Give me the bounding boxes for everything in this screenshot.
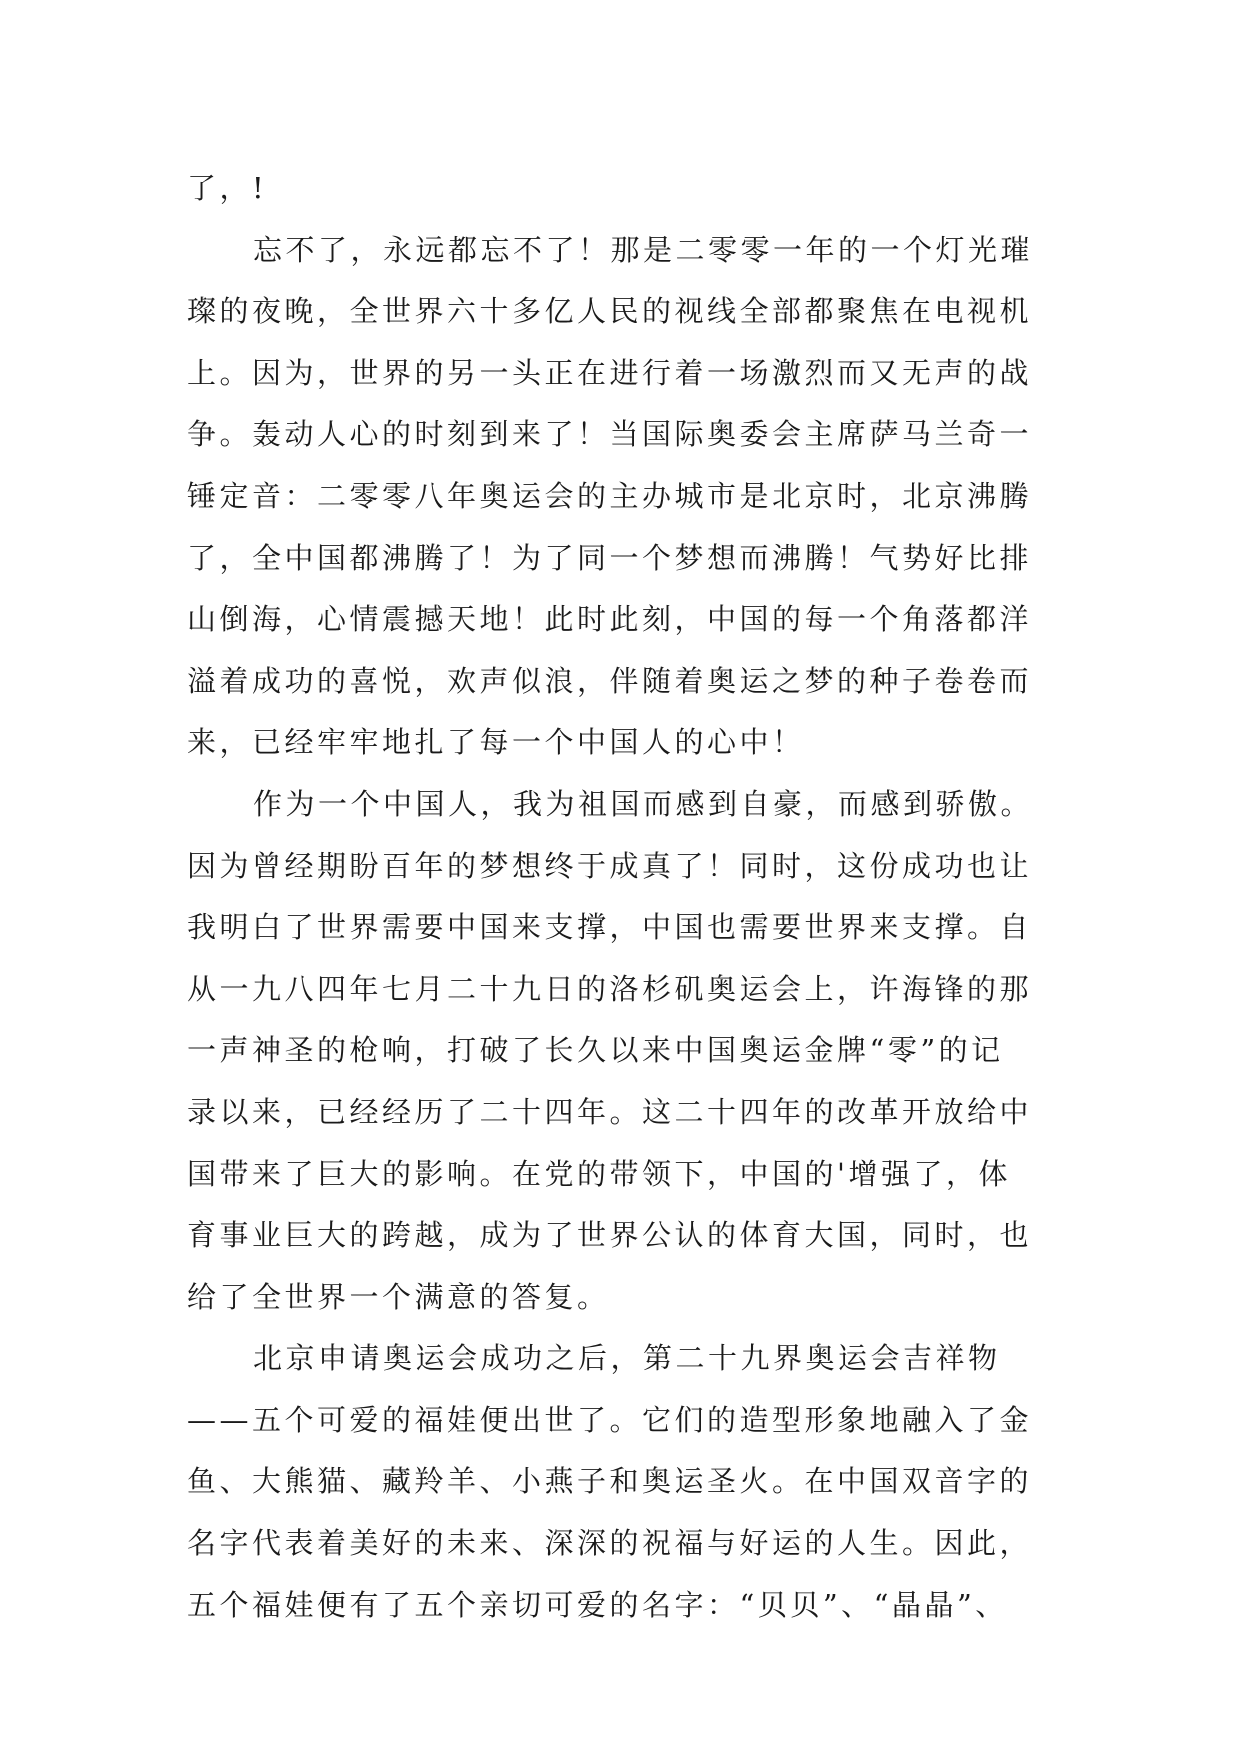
text-line: 忘不了，永远都忘不了！那是二零零一年的一个灯光璀 [253, 232, 1034, 267]
text-line: ——五个可爱的福娃便出世了。它们的造型形象地融入了金 [187, 1402, 1033, 1437]
text-line: 给了全世界一个满意的答复。 [187, 1279, 610, 1314]
text-line: 了，全中国都沸腾了！为了同一个梦想而沸腾！气势好比排 [187, 540, 1033, 575]
text-line: 我明白了世界需要中国来支撑，中国也需要世界来支撑。自 [187, 910, 1033, 945]
text-line: 名字代表着美好的未来、深深的祝福与好运的人生。因此， [187, 1526, 1033, 1561]
text-line: 山倒海，心情震撼天地！此时此刻，中国的每一个角落都洋 [187, 602, 1033, 637]
essay-body [187, 158, 1047, 1636]
text-line: 来，已经牢牢地扎了每一个中国人的心中！ [187, 725, 805, 760]
text-line: 因为曾经期盼百年的梦想终于成真了！同时，这份成功也让 [187, 848, 1033, 883]
text-line: 国带来了巨大的影响。在党的带领下，中国的'增强了，体 [187, 1156, 1011, 1191]
text-line: 作为一个中国人，我为祖国而感到自豪，而感到骄傲。 [253, 786, 1034, 821]
text-line: 北京申请奥运会成功之后，第二十九界奥运会吉祥物 [253, 1341, 1001, 1376]
text-line: 育事业巨大的跨越，成为了世界公认的体育大国，同时，也 [187, 1218, 1033, 1253]
text-line: 争。轰动人心的时刻到来了！当国际奥委会主席萨马兰奇一 [187, 417, 1033, 452]
text-line: 鱼、大熊猫、藏羚羊、小燕子和奥运圣火。在中国双音字的 [187, 1464, 1033, 1499]
text-line: 从一九八四年七月二十九日的洛杉矶奥运会上，许海锋的那 [187, 971, 1033, 1006]
text-line: 溢着成功的喜悦，欢声似浪，伴随着奥运之梦的种子卷卷而 [187, 663, 1033, 698]
text-line: 五个福娃便有了五个亲切可爱的名字：“贝贝”、“晶晶”、 [187, 1587, 1008, 1622]
text-line: 了，! [187, 171, 268, 205]
text-line: 录以来，已经经历了二十四年。这二十四年的改革开放给中 [187, 1094, 1033, 1129]
text-line: 锤定音：二零零八年奥运会的主办城市是北京时，北京沸腾 [187, 478, 1033, 513]
text-line: 一声神圣的枪响，打破了长久以来中国奥运金牌“零”的记 [187, 1033, 1004, 1068]
text-line: 上。因为，世界的另一头正在进行着一场激烈而又无声的战 [187, 355, 1033, 390]
text-line: 璨的夜晚，全世界六十多亿人民的视线全部都聚焦在电视机 [187, 294, 1033, 329]
